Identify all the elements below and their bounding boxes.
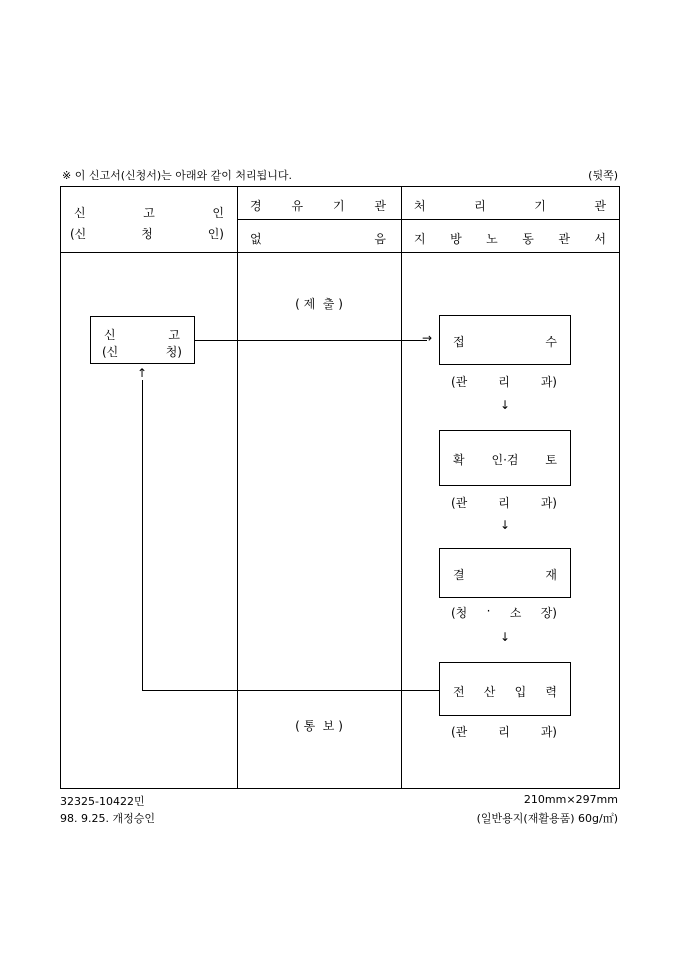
dept-char: 리 — [498, 725, 510, 739]
step-char: 확 — [453, 453, 465, 467]
reporter-header-char: 신 — [74, 206, 86, 220]
back-page-note: (뒷쪽) — [588, 169, 618, 182]
step-review-dept — [451, 494, 557, 511]
dept-char: (관 — [451, 725, 468, 739]
right-arrow-icon: → — [422, 331, 433, 345]
step-char: 재 — [545, 568, 557, 582]
form-number: 32325-10422민 — [60, 795, 145, 808]
step-intake-dept — [451, 373, 557, 390]
step-data-entry-label — [453, 683, 557, 700]
step-intake-box — [439, 315, 571, 365]
step-data-entry-dept — [451, 723, 557, 740]
dept-char: 소 — [509, 606, 522, 620]
reporter-box-char: 고 — [168, 328, 180, 342]
down-arrow-icon: ↓ — [500, 518, 511, 532]
processor-value-char: 서 — [594, 232, 606, 246]
processor-value-char: 노 — [486, 232, 498, 246]
reporter-box-line1 — [104, 326, 180, 343]
reporter-subheader — [70, 225, 224, 242]
reporter-header — [74, 204, 224, 221]
step-char: 토 — [545, 453, 557, 467]
reporter-box-char: 청) — [165, 345, 182, 359]
step-char: 인·검 — [491, 453, 519, 467]
via-header-char: 유 — [291, 199, 304, 213]
via-header-char: 경 — [250, 199, 262, 213]
via-header-char: 관 — [374, 199, 386, 213]
dept-char: (청 — [451, 606, 468, 620]
processor-value-char: 방 — [450, 232, 462, 246]
step-char: 접 — [453, 335, 465, 349]
reporter-subheader-char: 청 — [141, 227, 153, 241]
via-agency-header — [250, 197, 386, 214]
submit-connector-line — [195, 340, 427, 341]
processor-value-char: 동 — [522, 232, 534, 246]
submit-label: ( 제 출 ) — [295, 297, 343, 311]
step-char: 전 — [453, 685, 465, 699]
dept-char: 장) — [540, 606, 557, 620]
up-arrow-icon: ↑ — [137, 366, 148, 380]
approval-date: 98. 9.25. 개정승인 — [60, 812, 155, 825]
via-header-char: 기 — [332, 199, 345, 213]
notify-label: ( 통 보 ) — [295, 719, 343, 733]
step-review-box — [439, 430, 571, 486]
step-approval-label — [453, 566, 557, 583]
via-value-char: 없 — [250, 232, 262, 246]
processor-value-char: 지 — [414, 232, 426, 246]
reporter-header-char: 고 — [143, 206, 155, 220]
step-char: 결 — [453, 568, 465, 582]
reporter-box — [90, 316, 195, 364]
processor-header-char: 리 — [474, 199, 486, 213]
step-review-label — [453, 451, 557, 468]
processing-agency-header — [414, 197, 606, 214]
reporter-subheader-char: 인) — [207, 227, 224, 241]
table-header-mid-border — [237, 219, 620, 220]
step-char: 입 — [514, 685, 527, 699]
table-right-border — [619, 186, 620, 789]
step-char: 력 — [545, 685, 557, 699]
step-intake-label — [453, 333, 557, 350]
paper-spec: (일반용지(재활용품) 60g/㎡) — [476, 812, 618, 825]
via-value-char: 음 — [374, 232, 386, 246]
reporter-box-char: 신 — [104, 328, 116, 342]
table-top-border — [60, 186, 620, 187]
processing-agency-value — [414, 230, 606, 247]
down-arrow-icon: ↓ — [500, 630, 511, 644]
down-arrow-icon: ↓ — [500, 398, 511, 412]
dept-char: 과) — [540, 375, 557, 389]
reporter-box-line2 — [102, 343, 182, 360]
dept-char: 과) — [540, 725, 557, 739]
step-approval-dept — [451, 604, 557, 621]
dept-char: (관 — [451, 375, 468, 389]
reporter-subheader-char: (신 — [70, 227, 87, 241]
table-divider-1 — [237, 186, 238, 789]
via-agency-value — [250, 230, 386, 247]
processor-value-char: 관 — [558, 232, 570, 246]
paper-size: 210mm×297mm — [523, 793, 618, 806]
processor-header-char: 처 — [414, 199, 426, 213]
table-header-bottom-border — [60, 252, 620, 253]
dept-char: 리 — [498, 496, 510, 510]
table-left-border — [60, 186, 61, 789]
table-divider-2 — [401, 186, 402, 789]
reporter-box-char: (신 — [102, 345, 119, 359]
table-bottom-border — [60, 788, 620, 789]
form-notice: ※ 이 신고서(신청서)는 아래와 같이 처리됩니다. — [62, 169, 293, 182]
dept-char: 과) — [540, 496, 557, 510]
dept-char: 리 — [498, 375, 510, 389]
processor-header-char: 관 — [594, 199, 606, 213]
reporter-header-char: 인 — [212, 206, 224, 220]
step-char: 산 — [483, 685, 496, 699]
step-char: 수 — [545, 335, 557, 349]
notify-connector-line — [142, 690, 439, 691]
step-data-entry-box — [439, 662, 571, 716]
processor-header-char: 기 — [534, 199, 546, 213]
step-approval-box — [439, 548, 571, 598]
dept-char: (관 — [451, 496, 468, 510]
notify-vertical-line — [142, 380, 143, 691]
dept-char: · — [486, 604, 491, 618]
